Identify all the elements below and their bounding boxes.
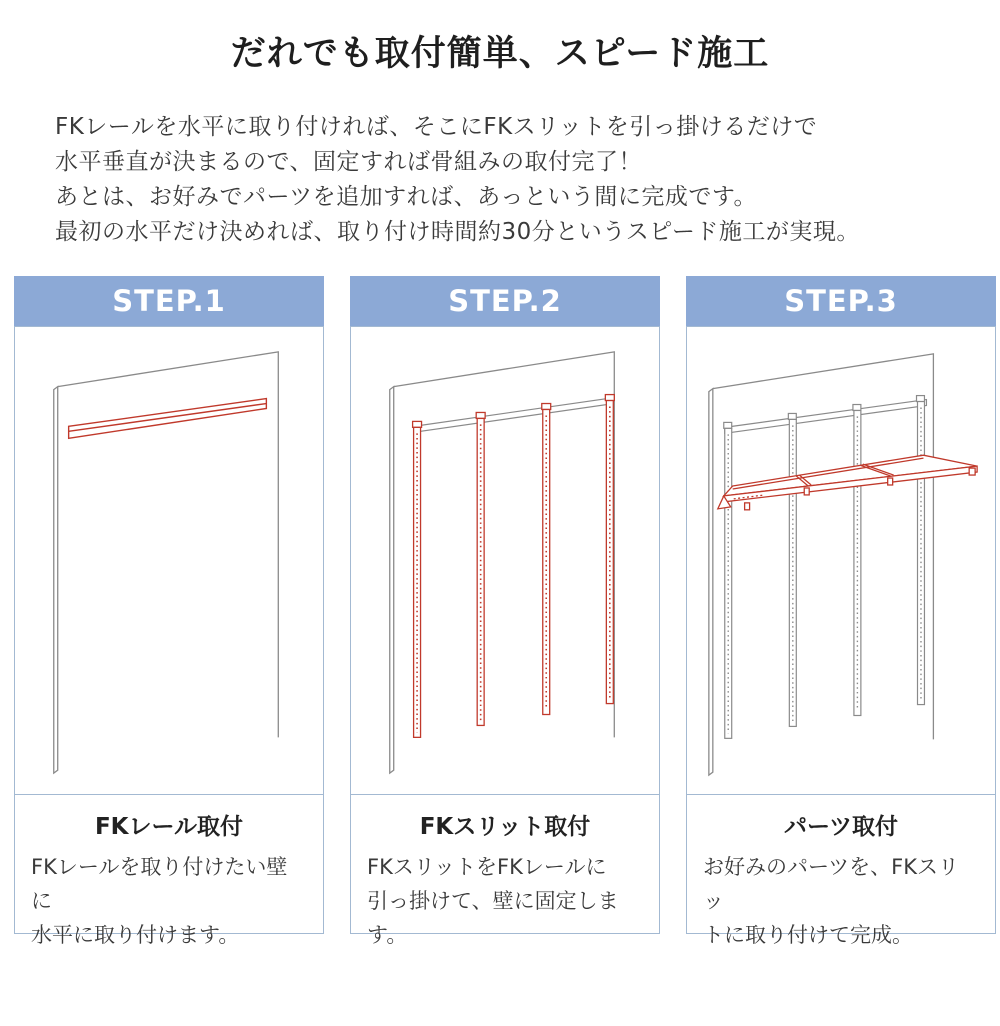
wall-with-red-rail-drawing <box>15 327 323 794</box>
shelf-parts <box>718 455 977 510</box>
step1-caption <box>14 794 324 947</box>
intro-line-3: あとは、お好みでパーツを追加すれば、あっという間に完成です。 <box>55 184 758 210</box>
fk-slits <box>413 395 615 738</box>
intro-line-1: FKレールを水平に取り付ければ、そこにFKスリットを引っ掛けるだけで <box>55 114 818 140</box>
step2-header <box>350 276 660 326</box>
step3-illustration <box>686 326 996 794</box>
step3-caption <box>686 794 996 947</box>
step1-caption-line-2: 水平に取り付けます。 <box>31 923 240 947</box>
step2-caption-title: FKスリット取付 <box>419 814 591 840</box>
step2-label: STEP.2 <box>448 284 562 318</box>
step2-caption-line-1: FKスリットをFKレールに <box>367 855 607 879</box>
fk-rail <box>69 399 267 439</box>
step3-header <box>686 276 996 326</box>
page-title: だれでも取付簡単、スピード施工 <box>230 34 770 74</box>
step1-caption-title: FKレール取付 <box>94 814 244 840</box>
step2-caption-line-2: 引っ掛けて、壁に固定します。 <box>367 889 619 947</box>
step3-caption-line-2: トに取り付けて完成。 <box>703 923 913 947</box>
intro-line-4: 最初の水平だけ決めれば、取り付け時間約30分というスピード施工が実現。 <box>55 219 860 245</box>
steps-row <box>0 276 1000 947</box>
fk-rail-gray <box>725 400 927 434</box>
step-column-2 <box>350 276 660 947</box>
step2-caption <box>350 794 660 947</box>
intro-paragraph <box>55 110 970 250</box>
step1-illustration <box>14 326 324 794</box>
frame-with-shelf-drawing <box>687 327 995 794</box>
step3-caption-title: パーツ取付 <box>783 814 899 840</box>
intro-line-2: 水平垂直が決まるので、固定すれば骨組みの取付完了！ <box>55 149 643 175</box>
step3-label: STEP.3 <box>784 284 898 318</box>
step1-caption-line-1: FKレールを取り付けたい壁に <box>31 855 288 913</box>
step3-caption-line-1: お好みのパーツを、FKスリッ <box>703 855 960 913</box>
wall-with-slits-drawing <box>351 327 659 794</box>
step1-header <box>14 276 324 326</box>
step-column-3 <box>686 276 996 947</box>
step1-label: STEP.1 <box>112 284 226 318</box>
step2-illustration <box>350 326 660 794</box>
fk-slits-gray <box>724 396 925 739</box>
fk-rail-gray <box>414 399 608 433</box>
step-column-1 <box>14 276 324 947</box>
